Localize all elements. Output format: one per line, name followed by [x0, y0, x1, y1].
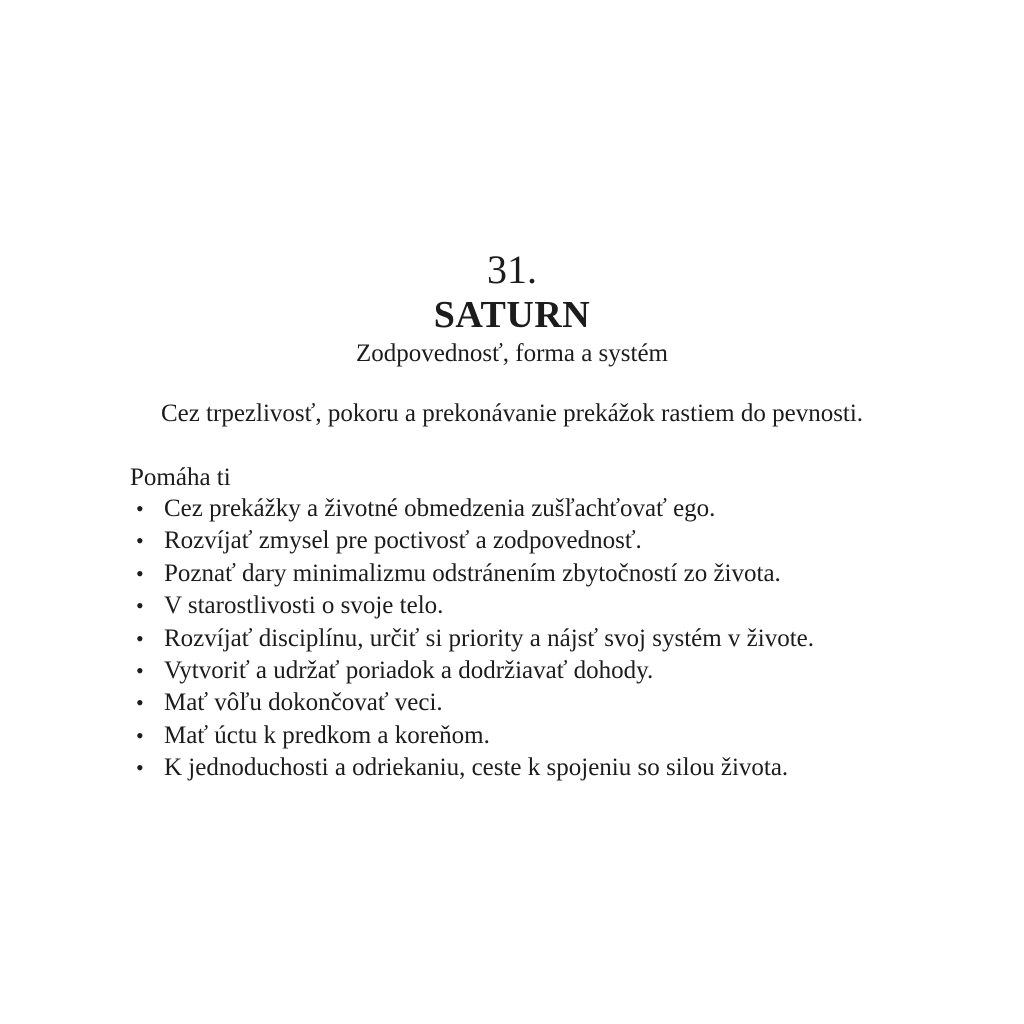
bullet-icon: •	[136, 593, 144, 619]
list-item	[130, 558, 814, 590]
card-subtitle: Zodpovednosť, forma a systém	[355, 340, 668, 367]
list-item	[130, 525, 814, 557]
benefits-list	[130, 493, 814, 785]
list-item-text: Vytvoriť a udržať poriadok a dodržiavať dohody.	[164, 657, 654, 685]
bullet-icon: •	[136, 755, 144, 781]
bullet-icon: •	[136, 658, 144, 684]
list-item	[130, 752, 814, 784]
list-item-text: Rozvíjať disciplínu, určiť si priority a nájsť svoj systém v živote.	[164, 624, 815, 652]
list-item-text: Mať úctu k predkom a koreňom.	[164, 721, 490, 749]
helps-label: Pomáha ti	[130, 464, 231, 491]
list-item	[130, 493, 814, 525]
list-item	[130, 720, 814, 752]
list-item-text: Mať vôľu dokončovať veci.	[164, 689, 443, 717]
list-item-text: Rozvíjať zmysel pre poctivosť a zodpovednosť.	[164, 527, 642, 555]
list-item	[130, 655, 814, 687]
card-number: 31.	[487, 247, 537, 292]
list-item	[130, 623, 814, 655]
bullet-icon: •	[136, 722, 144, 748]
list-item-text: K jednoduchosti a odriekaniu, ceste k spojeniu so silou života.	[164, 754, 789, 782]
list-item	[130, 687, 814, 719]
card-title: SATURN	[433, 294, 591, 336]
bullet-icon: •	[136, 560, 144, 586]
bullet-icon: •	[136, 496, 144, 521]
list-item-text: V starostlivosti o svoje telo.	[164, 592, 444, 620]
list-item-text: Poznať dary minimalizmu odstránením zbytočností zo života.	[164, 559, 781, 587]
intro-sentence: Cez trpezlivosť, pokoru a prekonávanie prekážok rastiem do pevnosti.	[160, 400, 864, 427]
bullet-icon: •	[136, 528, 144, 554]
bullet-icon: •	[136, 625, 144, 651]
list-item-text: Cez prekážky a životné obmedzenia zušľachťovať ego.	[164, 495, 716, 522]
bullet-icon: •	[136, 690, 144, 716]
list-item	[130, 590, 814, 622]
